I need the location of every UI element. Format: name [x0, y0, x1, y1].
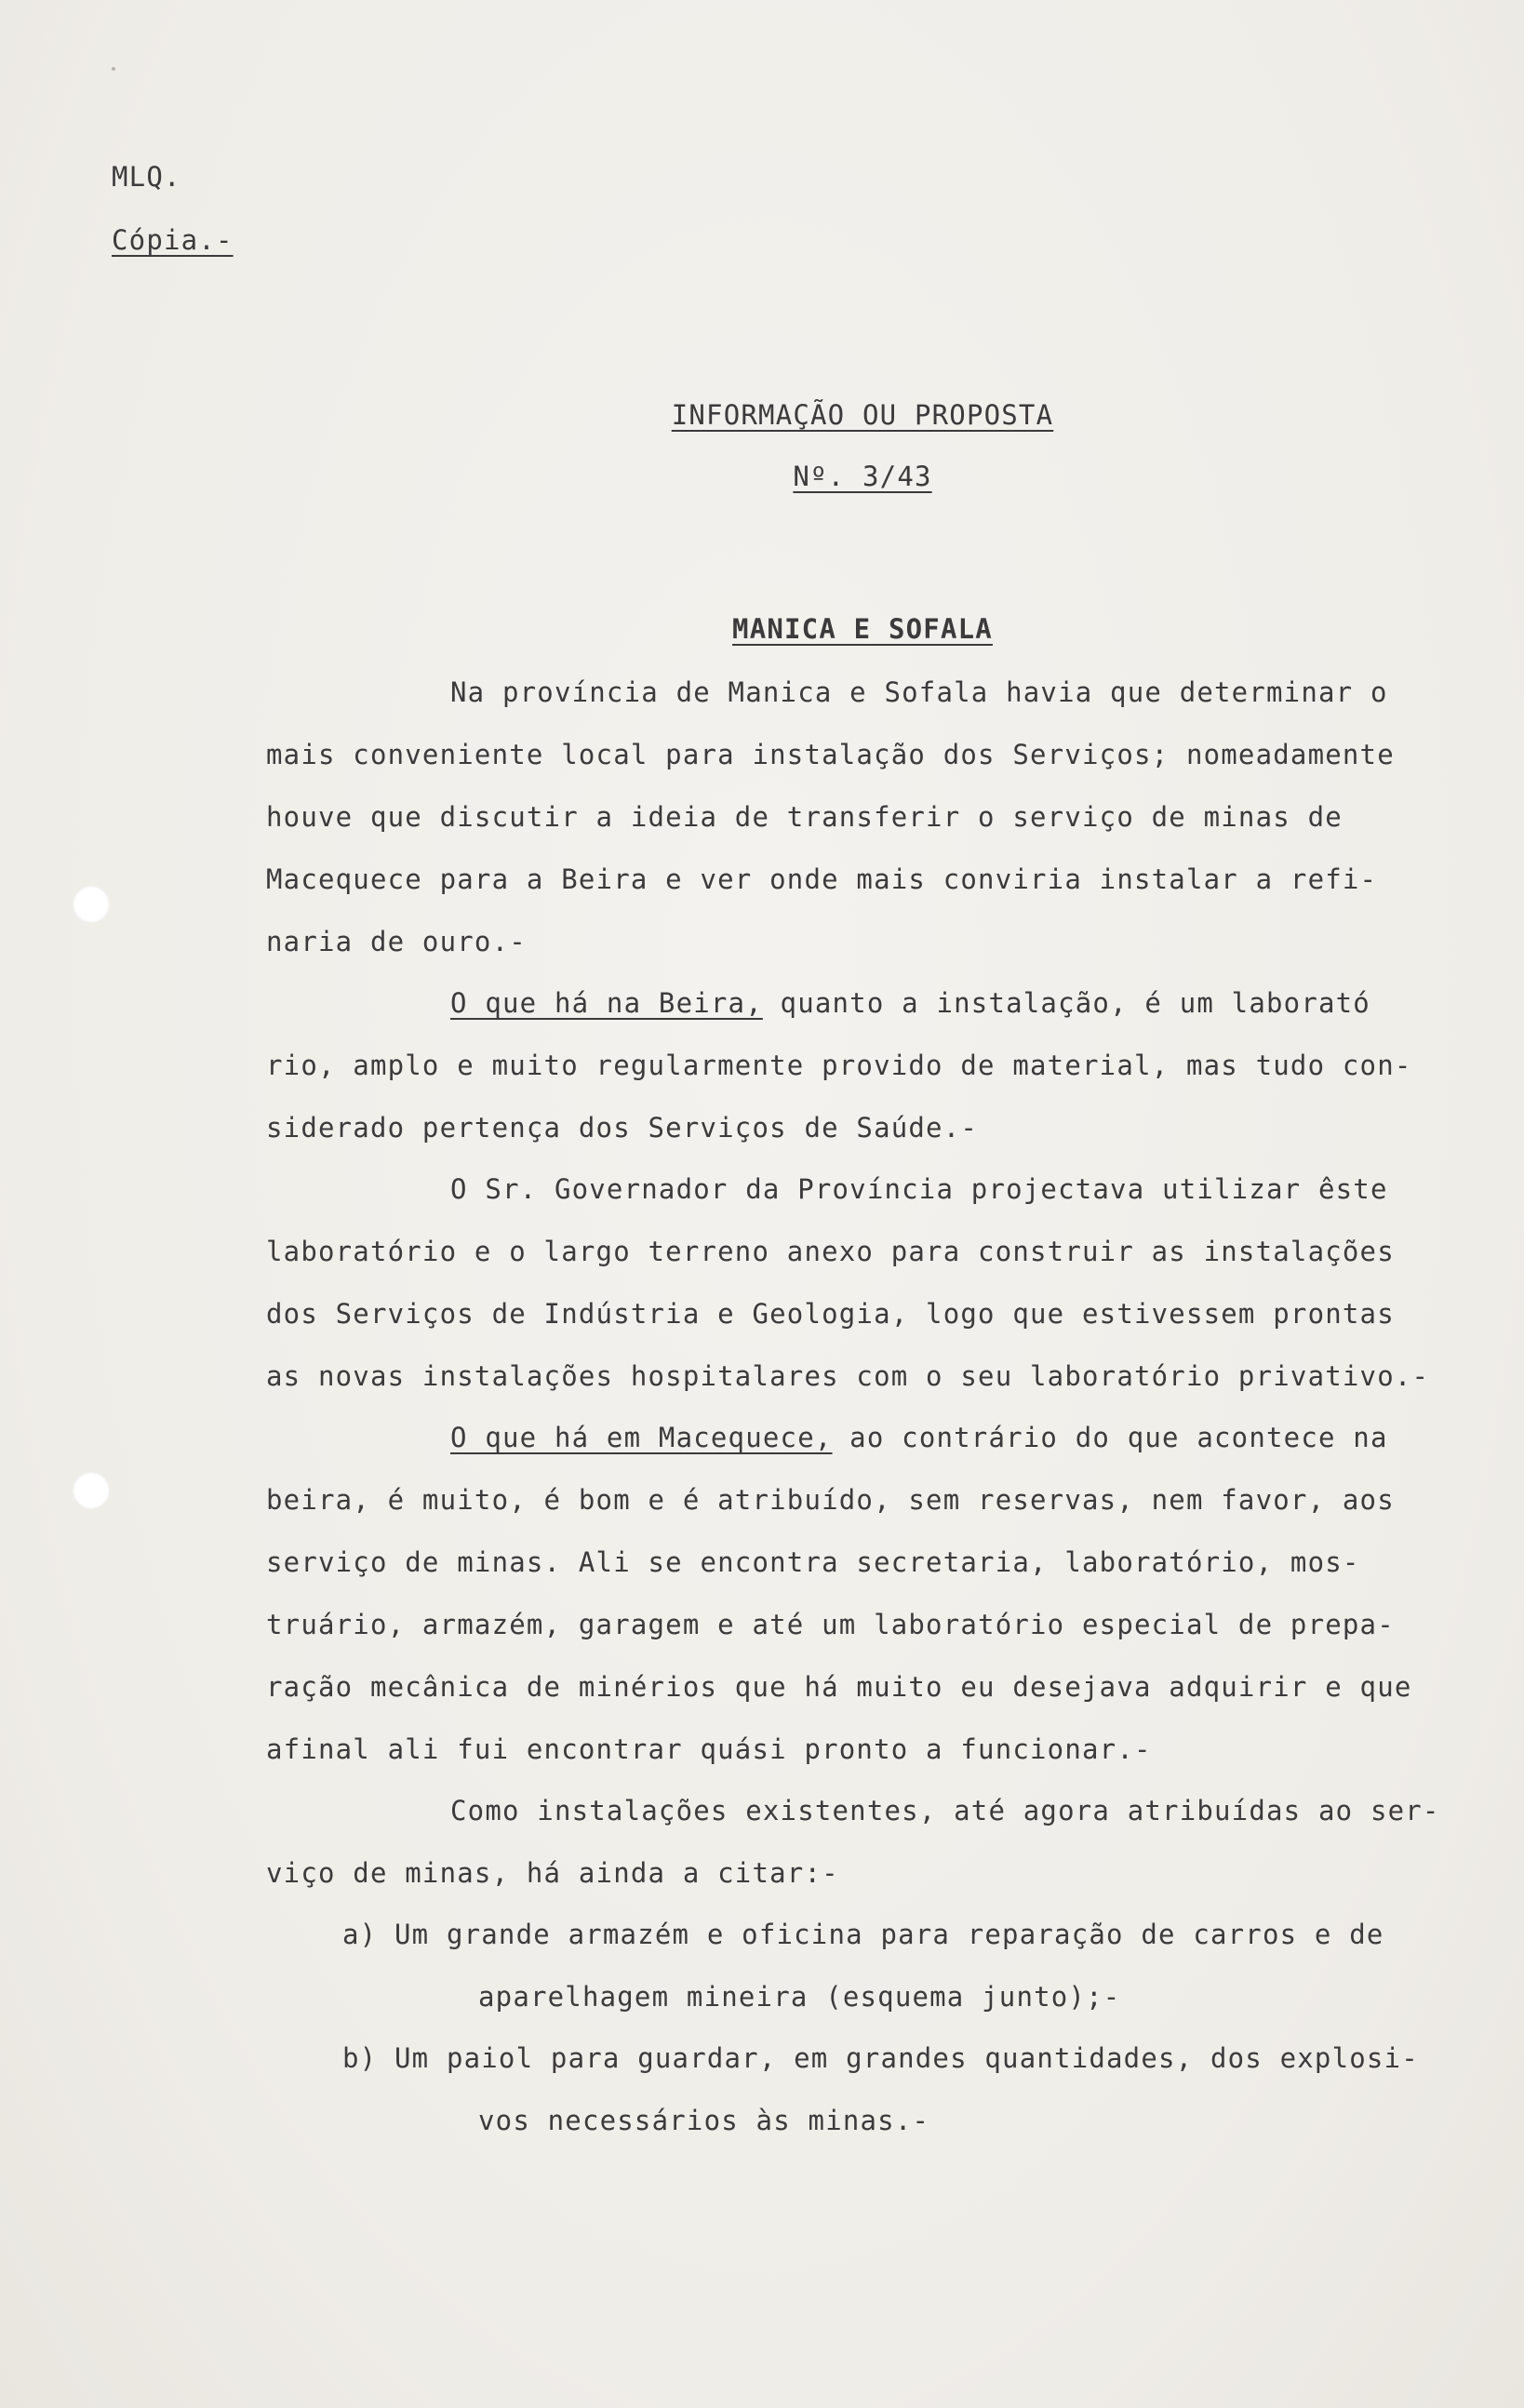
- p4-line-3: serviço de minas. Ali se encontra secretaria, laboratório, mos-: [266, 1546, 1360, 1578]
- p2-line-1: [450, 987, 1370, 1019]
- list-item-b-line-1: b) Um paiol para guardar, em grandes quantidades, dos explosi-: [342, 2042, 1419, 2074]
- p1-line-2: mais conveniente local para instalação dos Serviços; nomeadamente: [266, 739, 1395, 770]
- p1-line-4: Macequece para a Beira e ver onde mais conviria instalar a refi-: [266, 863, 1378, 895]
- p4-line-1: [450, 1422, 1388, 1453]
- p1-line-1: Na província de Manica e Sofala havia que determinar o: [450, 676, 1388, 708]
- p1-line-3: houve que discutir a ideia de transferir o serviço de minas de: [266, 801, 1343, 833]
- p3-line-1: O Sr. Governador da Província projectava utilizar êste: [450, 1173, 1388, 1205]
- p4-line-6: afinal ali fui encontrar quási pronto a funcionar.-: [266, 1733, 1152, 1765]
- p5-line-1: Como instalações existentes, até agora atribuídas ao ser-: [450, 1795, 1440, 1826]
- initials: MLQ.: [112, 161, 181, 193]
- punch-hole-top: [73, 886, 110, 923]
- copy-label: Cópia.-: [112, 224, 234, 256]
- p3-line-3: dos Serviços de Indústria e Geologia, logo que estivessem prontas: [266, 1298, 1395, 1330]
- list-item-a-line-2: aparelhagem mineira (esquema junto);-: [478, 1981, 1121, 2013]
- p2-lead: O que há na Beira,: [450, 987, 763, 1019]
- list-item-a-line-1: a) Um grande armazém e oficina para reparação de carros e de: [342, 1919, 1384, 1950]
- p4-line-2: beira, é muito, é bom e é atribuído, sem reservas, nem favor, aos: [266, 1484, 1395, 1516]
- p3-line-4: as novas instalações hospitalares com o seu laboratório privativo.-: [266, 1360, 1430, 1392]
- p2-first-rest: quanto a instalação, é um laborató: [762, 987, 1370, 1019]
- p4-lead: O que há em Macequece,: [450, 1422, 833, 1453]
- list-item-b-line-2: vos necessários às minas.-: [478, 2105, 930, 2136]
- document-title: INFORMAÇÃO OU PROPOSTA: [671, 399, 1054, 431]
- section-heading: MANICA E SOFALA: [732, 613, 993, 645]
- p4-line-4: truário, armazém, garagem e até um laboratório especial de prepa-: [266, 1609, 1395, 1640]
- p3-line-2: laboratório e o largo terreno anexo para construir as instalações: [266, 1236, 1395, 1267]
- p5-line-2: viço de minas, há ainda a citar:-: [266, 1857, 839, 1889]
- p2-line-2: rio, amplo e muito regularmente provido de material, mas tudo con-: [266, 1050, 1412, 1081]
- punch-hole-bottom: [73, 1472, 110, 1509]
- paper-speck: [112, 67, 115, 71]
- document-number: Nº. 3/43: [793, 461, 932, 492]
- p1-line-5: naria de ouro.-: [266, 926, 527, 957]
- p2-line-3: siderado pertença dos Serviços de Saúde.-: [266, 1112, 979, 1144]
- p4-first-rest: ao contrário do que acontece na: [832, 1422, 1388, 1453]
- p4-line-5: ração mecânica de minérios que há muito eu desejava adquirir e que: [266, 1671, 1412, 1703]
